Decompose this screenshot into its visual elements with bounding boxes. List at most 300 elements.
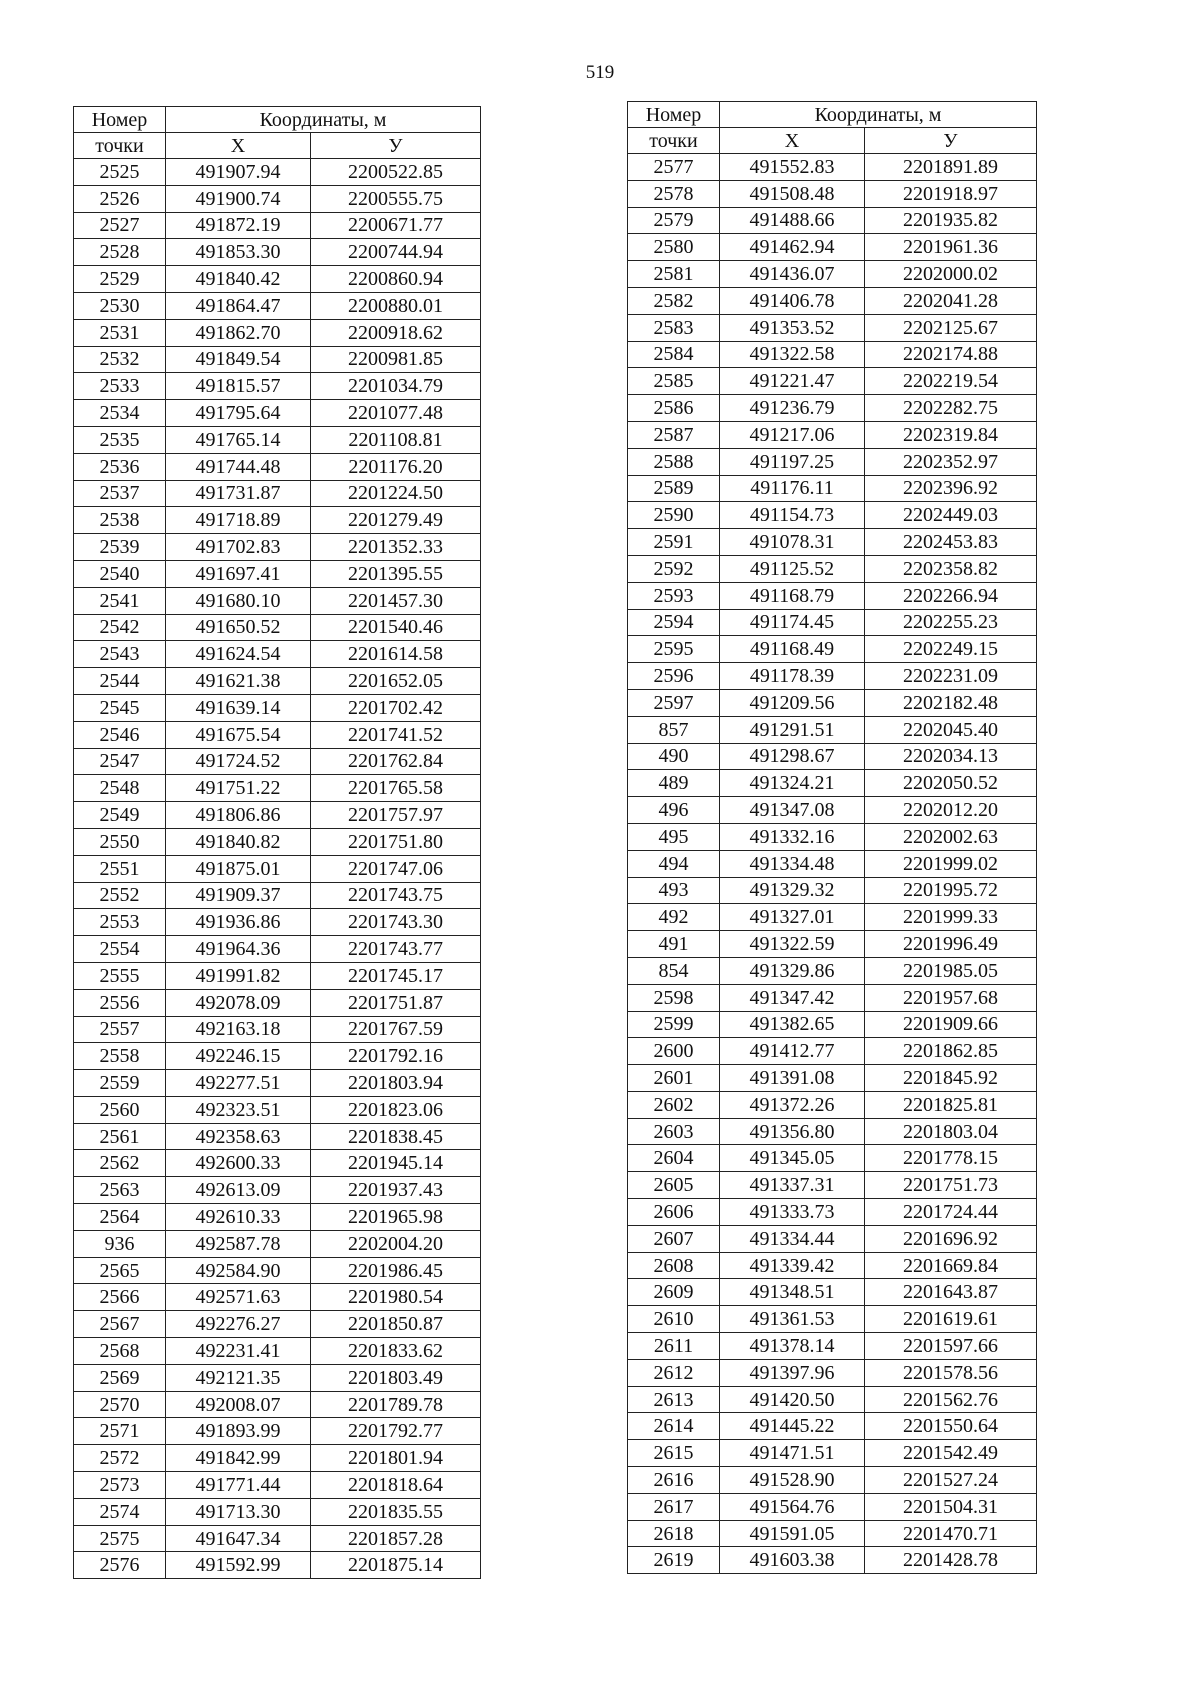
y-coordinate-cell: 2201702.42: [311, 694, 481, 721]
table-row: [628, 1467, 1037, 1494]
y-coordinate-cell: 2201176.20: [311, 453, 481, 480]
table-row: [628, 529, 1037, 556]
table-row: [74, 1445, 481, 1472]
point-number-cell: 936: [74, 1230, 166, 1257]
y-coordinate-cell: 2201745.17: [311, 962, 481, 989]
page-number: 519: [585, 62, 615, 83]
table-row: [74, 668, 481, 695]
y-coordinate-cell: 2200555.75: [311, 185, 481, 212]
y-coordinate-cell: 2201540.46: [311, 614, 481, 641]
y-coordinate-cell: 2200671.77: [311, 212, 481, 239]
x-coordinate-cell: 491907.94: [166, 159, 311, 186]
table-row: [74, 1311, 481, 1338]
table-row: [74, 641, 481, 668]
table-row: [628, 234, 1037, 261]
point-number-cell: 2576: [74, 1552, 166, 1579]
y-coordinate-cell: 2201757.97: [311, 802, 481, 829]
y-coordinate-cell: 2200522.85: [311, 159, 481, 186]
point-number-cell: 2554: [74, 936, 166, 963]
point-number-cell: 2570: [74, 1391, 166, 1418]
table-row: [74, 1070, 481, 1097]
y-coordinate-cell: 2201765.58: [311, 775, 481, 802]
x-coordinate-cell: 492163.18: [166, 1016, 311, 1043]
x-coordinate-cell: 491765.14: [166, 426, 311, 453]
y-coordinate-cell: 2201835.55: [311, 1498, 481, 1525]
point-number-cell: 2607: [628, 1225, 720, 1252]
x-coordinate-cell: 491217.06: [720, 421, 865, 448]
coordinates-table-right: [627, 101, 1037, 1574]
x-coordinate-cell: 492610.33: [166, 1204, 311, 1231]
y-coordinate-cell: 2201945.14: [311, 1150, 481, 1177]
table-row: [628, 957, 1037, 984]
point-number-cell: 2580: [628, 234, 720, 261]
point-number-cell: 2565: [74, 1257, 166, 1284]
x-coordinate-cell: 491291.51: [720, 716, 865, 743]
x-coordinate-cell: 491168.49: [720, 636, 865, 663]
point-number-cell: 2547: [74, 748, 166, 775]
y-coordinate-cell: 2200981.85: [311, 346, 481, 373]
table-row: [74, 855, 481, 882]
y-coordinate-cell: 2201578.56: [865, 1359, 1037, 1386]
y-coordinate-cell: 2202219.54: [865, 368, 1037, 395]
point-number-cell: 2569: [74, 1364, 166, 1391]
point-number-cell: 2602: [628, 1091, 720, 1118]
point-number-cell: 2533: [74, 373, 166, 400]
point-number-cell: 2578: [628, 180, 720, 207]
point-number-cell: 2593: [628, 582, 720, 609]
x-coordinate-cell: 491862.70: [166, 319, 311, 346]
y-coordinate-cell: 2200918.62: [311, 319, 481, 346]
x-coordinate-cell: 491702.83: [166, 534, 311, 561]
x-coordinate-cell: 491552.83: [720, 154, 865, 181]
point-number-cell: 2617: [628, 1493, 720, 1520]
x-coordinate-cell: 492008.07: [166, 1391, 311, 1418]
point-number-cell: 2590: [628, 502, 720, 529]
y-coordinate-cell: 2201724.44: [865, 1199, 1037, 1226]
y-coordinate-cell: 2201352.33: [311, 534, 481, 561]
x-coordinate-cell: 491347.08: [720, 797, 865, 824]
point-number-cell: 2596: [628, 663, 720, 690]
y-coordinate-cell: 2201762.84: [311, 748, 481, 775]
y-coordinate-cell: 2200880.01: [311, 292, 481, 319]
x-coordinate-cell: 491178.39: [720, 663, 865, 690]
x-coordinate-cell: 491647.34: [166, 1525, 311, 1552]
y-coordinate-cell: 2201597.66: [865, 1333, 1037, 1360]
y-coordinate-cell: 2202174.88: [865, 341, 1037, 368]
x-coordinate-cell: 491771.44: [166, 1472, 311, 1499]
y-coordinate-cell: 2202358.82: [865, 555, 1037, 582]
point-number-cell: 2558: [74, 1043, 166, 1070]
y-coordinate-cell: 2201751.87: [311, 989, 481, 1016]
y-coordinate-cell: 2201108.81: [311, 426, 481, 453]
y-coordinate-cell: 2201857.28: [311, 1525, 481, 1552]
x-coordinate-cell: 492613.09: [166, 1177, 311, 1204]
y-coordinate-cell: 2201743.77: [311, 936, 481, 963]
table-row: [74, 802, 481, 829]
y-coordinate-cell: 2201743.30: [311, 909, 481, 936]
point-number-cell: 494: [628, 850, 720, 877]
table-row: [628, 1520, 1037, 1547]
y-coordinate-cell: 2201778.15: [865, 1145, 1037, 1172]
table-row: [74, 426, 481, 453]
point-number-cell: 2585: [628, 368, 720, 395]
point-number-cell: 2542: [74, 614, 166, 641]
point-number-cell: 2591: [628, 529, 720, 556]
y-coordinate-cell: 2202352.97: [865, 448, 1037, 475]
y-coordinate-cell: 2201818.64: [311, 1472, 481, 1499]
point-number-cell: 2561: [74, 1123, 166, 1150]
x-coordinate-cell: 491397.96: [720, 1359, 865, 1386]
table-row: [74, 1177, 481, 1204]
table-row: [628, 341, 1037, 368]
table-row: [628, 261, 1037, 288]
point-number-cell: 2609: [628, 1279, 720, 1306]
table-row: [628, 314, 1037, 341]
y-coordinate-cell: 2201741.52: [311, 721, 481, 748]
x-coordinate-cell: 492246.15: [166, 1043, 311, 1070]
table-row: [628, 1279, 1037, 1306]
y-coordinate-cell: 2202004.20: [311, 1230, 481, 1257]
point-number-cell: 2588: [628, 448, 720, 475]
header-y: У: [311, 133, 481, 159]
x-coordinate-cell: 491329.86: [720, 957, 865, 984]
table-row: [74, 694, 481, 721]
x-coordinate-cell: 491176.11: [720, 475, 865, 502]
point-number-cell: 2619: [628, 1547, 720, 1574]
header-point-number-line1: Номер: [628, 102, 720, 128]
x-coordinate-cell: 491332.16: [720, 823, 865, 850]
x-coordinate-cell: 491840.82: [166, 828, 311, 855]
table-row: [628, 421, 1037, 448]
point-number-cell: 2539: [74, 534, 166, 561]
point-number-cell: 2552: [74, 882, 166, 909]
x-coordinate-cell: 491361.53: [720, 1306, 865, 1333]
x-coordinate-cell: 492276.27: [166, 1311, 311, 1338]
y-coordinate-cell: 2201743.75: [311, 882, 481, 909]
x-coordinate-cell: 491322.58: [720, 341, 865, 368]
y-coordinate-cell: 2201862.85: [865, 1038, 1037, 1065]
y-coordinate-cell: 2201279.49: [311, 507, 481, 534]
point-number-cell: 2612: [628, 1359, 720, 1386]
table-row: [74, 775, 481, 802]
x-coordinate-cell: 491125.52: [720, 555, 865, 582]
point-number-cell: 495: [628, 823, 720, 850]
x-coordinate-cell: 492121.35: [166, 1364, 311, 1391]
x-coordinate-cell: 491347.42: [720, 984, 865, 1011]
y-coordinate-cell: 2201937.43: [311, 1177, 481, 1204]
table-row: [628, 984, 1037, 1011]
point-number-cell: 493: [628, 877, 720, 904]
point-number-cell: 2525: [74, 159, 166, 186]
y-coordinate-cell: 2201792.16: [311, 1043, 481, 1070]
x-coordinate-cell: 491337.31: [720, 1172, 865, 1199]
header-coordinates: Координаты, м: [720, 102, 1037, 128]
point-number-cell: 2545: [74, 694, 166, 721]
table-row: [74, 1284, 481, 1311]
y-coordinate-cell: 2202255.23: [865, 609, 1037, 636]
header-point-number-line2: точки: [628, 128, 720, 154]
point-number-cell: 2531: [74, 319, 166, 346]
y-coordinate-cell: 2201614.58: [311, 641, 481, 668]
table-row: [628, 1413, 1037, 1440]
table-row: [628, 287, 1037, 314]
y-coordinate-cell: 2201470.71: [865, 1520, 1037, 1547]
table-row: [74, 721, 481, 748]
table-row: [74, 1016, 481, 1043]
point-number-cell: 2544: [74, 668, 166, 695]
table-row: [628, 1440, 1037, 1467]
table-row: [74, 1525, 481, 1552]
x-coordinate-cell: 491591.05: [720, 1520, 865, 1547]
table-row: [74, 560, 481, 587]
x-coordinate-cell: 491154.73: [720, 502, 865, 529]
header-coordinates: Координаты, м: [166, 107, 481, 133]
point-number-cell: 854: [628, 957, 720, 984]
table-row: [628, 931, 1037, 958]
point-number-cell: 2597: [628, 689, 720, 716]
y-coordinate-cell: 2201823.06: [311, 1096, 481, 1123]
point-number-cell: 2567: [74, 1311, 166, 1338]
y-coordinate-cell: 2202002.63: [865, 823, 1037, 850]
x-coordinate-cell: 491298.67: [720, 743, 865, 770]
point-number-cell: 2604: [628, 1145, 720, 1172]
y-coordinate-cell: 2201845.92: [865, 1065, 1037, 1092]
y-coordinate-cell: 2201395.55: [311, 560, 481, 587]
point-number-cell: 2534: [74, 400, 166, 427]
point-number-cell: 2600: [628, 1038, 720, 1065]
y-coordinate-cell: 2202041.28: [865, 287, 1037, 314]
point-number-cell: 2551: [74, 855, 166, 882]
table-header: [628, 102, 1037, 154]
table-row: [628, 1493, 1037, 1520]
y-coordinate-cell: 2201833.62: [311, 1338, 481, 1365]
x-coordinate-cell: 491528.90: [720, 1467, 865, 1494]
y-coordinate-cell: 2202012.20: [865, 797, 1037, 824]
x-coordinate-cell: 491221.47: [720, 368, 865, 395]
y-coordinate-cell: 2201996.49: [865, 931, 1037, 958]
x-coordinate-cell: 491334.44: [720, 1225, 865, 1252]
x-coordinate-cell: 491564.76: [720, 1493, 865, 1520]
table-row: [628, 823, 1037, 850]
y-coordinate-cell: 2202282.75: [865, 395, 1037, 422]
y-coordinate-cell: 2201619.61: [865, 1306, 1037, 1333]
table-row: [74, 212, 481, 239]
x-coordinate-cell: 491420.50: [720, 1386, 865, 1413]
x-coordinate-cell: 491853.30: [166, 239, 311, 266]
y-coordinate-cell: 2201995.72: [865, 877, 1037, 904]
table-row: [74, 1391, 481, 1418]
point-number-cell: 2546: [74, 721, 166, 748]
table-row: [74, 453, 481, 480]
x-coordinate-cell: 492571.63: [166, 1284, 311, 1311]
y-coordinate-cell: 2201986.45: [311, 1257, 481, 1284]
y-coordinate-cell: 2201562.76: [865, 1386, 1037, 1413]
y-coordinate-cell: 2201935.82: [865, 207, 1037, 234]
table-row: [628, 1145, 1037, 1172]
point-number-cell: 2559: [74, 1070, 166, 1097]
y-coordinate-cell: 2201457.30: [311, 587, 481, 614]
x-coordinate-cell: 491936.86: [166, 909, 311, 936]
x-coordinate-cell: 491356.80: [720, 1118, 865, 1145]
point-number-cell: 2538: [74, 507, 166, 534]
y-coordinate-cell: 2201980.54: [311, 1284, 481, 1311]
x-coordinate-cell: 491713.30: [166, 1498, 311, 1525]
y-coordinate-cell: 2202396.92: [865, 475, 1037, 502]
x-coordinate-cell: 491382.65: [720, 1011, 865, 1038]
y-coordinate-cell: 2202249.15: [865, 636, 1037, 663]
x-coordinate-cell: 491697.41: [166, 560, 311, 587]
table-row: [628, 877, 1037, 904]
x-coordinate-cell: 491333.73: [720, 1199, 865, 1226]
point-number-cell: 857: [628, 716, 720, 743]
x-coordinate-cell: 491372.26: [720, 1091, 865, 1118]
table-row: [628, 636, 1037, 663]
x-coordinate-cell: 491639.14: [166, 694, 311, 721]
x-coordinate-cell: 491078.31: [720, 529, 865, 556]
y-coordinate-cell: 2201803.49: [311, 1364, 481, 1391]
x-coordinate-cell: 492587.78: [166, 1230, 311, 1257]
table-row: [74, 1552, 481, 1579]
x-coordinate-cell: 491406.78: [720, 287, 865, 314]
x-coordinate-cell: 491872.19: [166, 212, 311, 239]
point-number-cell: 2532: [74, 346, 166, 373]
point-number-cell: 2606: [628, 1199, 720, 1226]
header-y: У: [865, 128, 1037, 154]
y-coordinate-cell: 2201965.98: [311, 1204, 481, 1231]
point-number-cell: 2618: [628, 1520, 720, 1547]
table-row: [74, 319, 481, 346]
table-row: [74, 1123, 481, 1150]
y-coordinate-cell: 2201803.04: [865, 1118, 1037, 1145]
point-number-cell: 2581: [628, 261, 720, 288]
y-coordinate-cell: 2201542.49: [865, 1440, 1037, 1467]
y-coordinate-cell: 2201957.68: [865, 984, 1037, 1011]
point-number-cell: 2536: [74, 453, 166, 480]
point-number-cell: 2598: [628, 984, 720, 1011]
y-coordinate-cell: 2201792.77: [311, 1418, 481, 1445]
table-row: [74, 1096, 481, 1123]
y-coordinate-cell: 2201751.73: [865, 1172, 1037, 1199]
table-row: [628, 1172, 1037, 1199]
point-number-cell: 2568: [74, 1338, 166, 1365]
x-coordinate-cell: 492323.51: [166, 1096, 311, 1123]
y-coordinate-cell: 2202000.02: [865, 261, 1037, 288]
x-coordinate-cell: 491327.01: [720, 904, 865, 931]
x-coordinate-cell: 491624.54: [166, 641, 311, 668]
y-coordinate-cell: 2201747.06: [311, 855, 481, 882]
point-number-cell: 2562: [74, 1150, 166, 1177]
table-row: [74, 1257, 481, 1284]
point-number-cell: 2550: [74, 828, 166, 855]
point-number-cell: 2540: [74, 560, 166, 587]
y-coordinate-cell: 2201652.05: [311, 668, 481, 695]
point-number-cell: 2563: [74, 1177, 166, 1204]
table-row: [74, 239, 481, 266]
y-coordinate-cell: 2201999.33: [865, 904, 1037, 931]
point-number-cell: 2601: [628, 1065, 720, 1092]
table-row: [74, 1338, 481, 1365]
x-coordinate-cell: 491348.51: [720, 1279, 865, 1306]
table-row: [628, 207, 1037, 234]
y-coordinate-cell: 2202266.94: [865, 582, 1037, 609]
y-coordinate-cell: 2202319.84: [865, 421, 1037, 448]
table-row: [628, 1199, 1037, 1226]
x-coordinate-cell: 492078.09: [166, 989, 311, 1016]
y-coordinate-cell: 2201034.79: [311, 373, 481, 400]
x-coordinate-cell: 491592.99: [166, 1552, 311, 1579]
table-row: [628, 689, 1037, 716]
x-coordinate-cell: 492358.63: [166, 1123, 311, 1150]
y-coordinate-cell: 2201550.64: [865, 1413, 1037, 1440]
point-number-cell: 2610: [628, 1306, 720, 1333]
point-number-cell: 2599: [628, 1011, 720, 1038]
y-coordinate-cell: 2202182.48: [865, 689, 1037, 716]
y-coordinate-cell: 2201077.48: [311, 400, 481, 427]
x-coordinate-cell: 491680.10: [166, 587, 311, 614]
x-coordinate-cell: 491842.99: [166, 1445, 311, 1472]
x-coordinate-cell: 491650.52: [166, 614, 311, 641]
table-row: [74, 936, 481, 963]
point-number-cell: 2587: [628, 421, 720, 448]
table-row: [74, 1150, 481, 1177]
x-coordinate-cell: 491378.14: [720, 1333, 865, 1360]
point-number-cell: 2549: [74, 802, 166, 829]
point-number-cell: 2584: [628, 341, 720, 368]
point-number-cell: 2555: [74, 962, 166, 989]
table-header: [74, 107, 481, 159]
point-number-cell: 2603: [628, 1118, 720, 1145]
header-point-number-line2: точки: [74, 133, 166, 159]
table-row: [74, 159, 481, 186]
y-coordinate-cell: 2201985.05: [865, 957, 1037, 984]
x-coordinate-cell: 491209.56: [720, 689, 865, 716]
y-coordinate-cell: 2201850.87: [311, 1311, 481, 1338]
point-number-cell: 2556: [74, 989, 166, 1016]
x-coordinate-cell: 491621.38: [166, 668, 311, 695]
table-row: [628, 555, 1037, 582]
x-coordinate-cell: 491840.42: [166, 266, 311, 293]
x-coordinate-cell: 491345.05: [720, 1145, 865, 1172]
point-number-cell: 2573: [74, 1472, 166, 1499]
y-coordinate-cell: 2202231.09: [865, 663, 1037, 690]
x-coordinate-cell: 491815.57: [166, 373, 311, 400]
point-number-cell: 2541: [74, 587, 166, 614]
point-number-cell: 492: [628, 904, 720, 931]
table-row: [628, 770, 1037, 797]
y-coordinate-cell: 2202125.67: [865, 314, 1037, 341]
table-row: [628, 582, 1037, 609]
x-coordinate-cell: 491806.86: [166, 802, 311, 829]
table-row: [628, 1359, 1037, 1386]
point-number-cell: 491: [628, 931, 720, 958]
table-row: [628, 1252, 1037, 1279]
x-coordinate-cell: 491864.47: [166, 292, 311, 319]
table-row: [628, 1386, 1037, 1413]
point-number-cell: 2537: [74, 480, 166, 507]
table-row: [628, 1333, 1037, 1360]
point-number-cell: 2611: [628, 1333, 720, 1360]
table-row: [74, 1204, 481, 1231]
point-number-cell: 2529: [74, 266, 166, 293]
y-coordinate-cell: 2202045.40: [865, 716, 1037, 743]
point-number-cell: 2592: [628, 555, 720, 582]
table-row: [628, 1011, 1037, 1038]
y-coordinate-cell: 2201909.66: [865, 1011, 1037, 1038]
table-row: [74, 507, 481, 534]
x-coordinate-cell: 491488.66: [720, 207, 865, 234]
table-row: [628, 1306, 1037, 1333]
x-coordinate-cell: 491197.25: [720, 448, 865, 475]
